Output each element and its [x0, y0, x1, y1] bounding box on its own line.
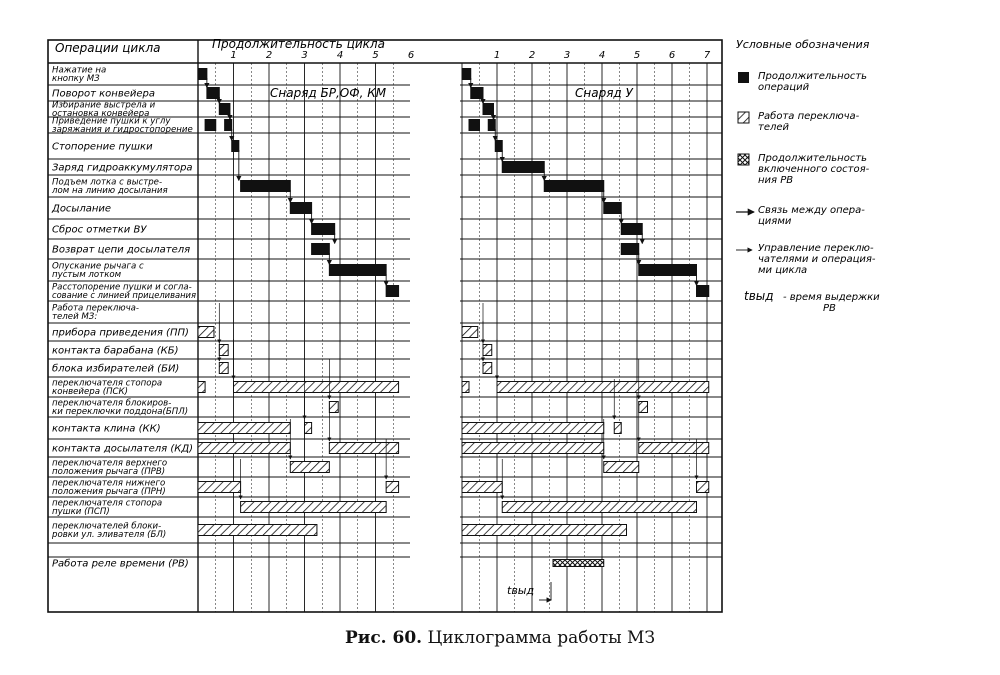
tick-label-left: 3	[301, 50, 308, 61]
header-operations: Операции цикла	[55, 41, 161, 55]
bar-right-row13	[462, 327, 478, 338]
bar-left-row16	[198, 382, 205, 393]
operation-label: контакта клина (КК)	[52, 423, 161, 435]
tick-label-right: 2	[528, 50, 536, 61]
bar-right-row5	[502, 162, 544, 173]
caption-text: Циклограмма работы МЗ	[427, 628, 656, 648]
legend-tvyd-symbol: tвыд	[744, 289, 774, 303]
bar-left-row0	[198, 69, 207, 80]
caption-prefix: Рис. 60.	[344, 628, 423, 648]
operation-label: Опускание рычага с	[52, 261, 144, 272]
legend-item-label: чателями и операция-	[758, 254, 876, 265]
bar-left-row16	[234, 382, 399, 393]
bar-left-row4	[232, 141, 239, 152]
bar-right-row2	[483, 104, 494, 115]
tvyd-label: tвыд	[507, 584, 535, 597]
bar-left-row21	[198, 482, 241, 493]
bar-left-row3	[205, 120, 216, 131]
operation-label: Работа реле времени (РВ)	[52, 558, 189, 570]
bar-left-row18	[305, 423, 312, 434]
shell-label-left: Снаряд БР,ОФ, КМ	[270, 86, 387, 100]
bar-left-row15	[219, 363, 228, 374]
legend-item-label: Управление переклю-	[758, 243, 874, 254]
bar-left-row22	[241, 502, 387, 513]
tick-label-left: 1	[230, 50, 237, 61]
operation-label: Подъем лотка с выстре-	[52, 177, 163, 188]
bar-left-row19	[329, 443, 398, 454]
bar-right-row17	[639, 402, 648, 413]
bar-right-row23	[462, 525, 627, 536]
operation-label: Приведение пушки к углу	[52, 116, 171, 127]
legend-item-label: ния РВ	[758, 175, 794, 186]
legend-item-label: циями	[758, 216, 792, 227]
operation-label: пустым лотком	[52, 270, 122, 281]
bar-right-row6	[544, 181, 604, 192]
bar-right-row11	[697, 286, 709, 297]
bar-left-row11	[386, 286, 398, 297]
bar-right-row4	[495, 141, 502, 152]
operation-labels	[51, 66, 196, 570]
tick-label-right: 6	[668, 50, 676, 61]
bar-right-row21	[697, 482, 709, 493]
bar-left-row14	[219, 345, 228, 356]
bar-right-row16	[462, 382, 469, 393]
tick-label-right: 4	[598, 50, 606, 61]
legend-item-label: ми цикла	[758, 265, 808, 276]
bar-right-row0	[462, 69, 471, 80]
operation-label: переключателей блоки-	[52, 521, 162, 532]
tick-label-right: 5	[633, 50, 641, 61]
tick-label-left: 5	[372, 50, 379, 61]
bar-left-row18	[198, 423, 290, 434]
legend-item-label: операций	[758, 82, 810, 93]
bar-right-row21	[462, 482, 502, 493]
figure-caption	[0, 628, 1000, 648]
operation-label: Стопорение пушки	[52, 141, 153, 153]
tick-label-right: 7	[703, 50, 711, 61]
operation-label: Заряд гидроаккумулятора	[52, 162, 193, 174]
operation-label: Досылание	[52, 203, 112, 215]
bar-right-row3	[469, 120, 480, 131]
bar-right-row19	[639, 443, 709, 454]
bar-right-row19	[462, 443, 604, 454]
legend-item-label: Продолжительность	[758, 71, 868, 82]
legend-tvyd-text: РВ	[823, 303, 836, 314]
legend-item-label: включенного состоя-	[758, 164, 870, 175]
tick-label-left: 6	[407, 50, 415, 61]
legend-symbol-solid	[738, 72, 749, 83]
bar-right-row1	[471, 88, 483, 99]
legend-symbol-hatch	[738, 112, 749, 123]
operation-label: блока избирателей (БИ)	[52, 363, 180, 375]
operation-label: переключателя нижнего	[52, 478, 166, 489]
operation-label: сование с линией прицеливания	[52, 291, 196, 302]
operation-label: прибора приведения (ПП)	[52, 327, 189, 339]
operation-label: Сброс отметки ВУ	[52, 224, 147, 236]
bar-right-row16	[497, 382, 709, 393]
operation-label: положения рычага (ПРВ)	[52, 467, 166, 478]
operation-label: телей МЗ:	[52, 312, 98, 323]
operation-label: Возврат цепи досылателя	[52, 244, 191, 256]
legend-tvyd-text: - время выдержки	[783, 292, 880, 303]
shell-label-right: Снаряд У	[575, 86, 633, 100]
bar-left-row1	[207, 88, 219, 99]
bar-right-row7	[604, 203, 622, 214]
operation-label: ровки ул. эливателя (БЛ)	[52, 530, 167, 541]
tick-label-right: 1	[493, 50, 501, 61]
bar-right-row3	[488, 120, 495, 131]
bar-left-row20	[290, 462, 329, 473]
bar-right-row20	[604, 462, 639, 473]
bar-left-row21	[386, 482, 398, 493]
operation-label: Поворот конвейера	[52, 88, 155, 100]
operation-label: контакта досылателя (КД)	[52, 443, 194, 455]
operation-label: пушки (ПСП)	[52, 507, 110, 518]
operation-label: контакта барабана (КБ)	[52, 345, 179, 357]
tick-label-left: 2	[265, 50, 273, 61]
legend-symbol-cross	[738, 154, 749, 165]
bar-left-row19	[198, 443, 290, 454]
bar-left-row9	[312, 244, 330, 255]
legend-item-label: Продолжительность	[758, 153, 868, 164]
bar-right-row9	[621, 244, 639, 255]
bar-left-row7	[290, 203, 311, 214]
tick-label-right: 3	[563, 50, 571, 61]
header-duration: Продолжительность цикла	[212, 37, 385, 51]
legend-item-label: Работа переключа-	[758, 111, 860, 122]
operation-label: лом на линию досылания	[52, 186, 168, 197]
legend-item-label: Связь между опера-	[758, 205, 865, 216]
bar-left-row10	[329, 265, 386, 276]
operation-label: заряжания и гидростопорение	[52, 125, 193, 136]
operation-label: ки переключки поддона(БПЛ)	[52, 407, 189, 418]
tick-label-left: 4	[336, 50, 344, 61]
operation-label: переключателя верхнего	[52, 458, 168, 469]
bar-left-row3	[225, 120, 232, 131]
bar-left-row8	[312, 224, 335, 235]
bar-left-row6	[241, 181, 291, 192]
operation-label: Работа переключа-	[52, 303, 140, 314]
bar-right-row8	[621, 224, 642, 235]
bar-left-row17	[329, 402, 338, 413]
operation-label: конвейера (ПСК)	[52, 387, 129, 398]
connection-arrows	[207, 78, 697, 600]
operation-label: переключателя стопора	[52, 498, 163, 509]
operation-label: Расстопорение пушки и согла-	[52, 282, 192, 293]
bar-right-row18	[614, 423, 621, 434]
bar-right-row25	[553, 560, 604, 567]
bar-right-row10	[639, 265, 697, 276]
legend-title: Условные обозначения	[736, 38, 870, 51]
bar-left-row13	[198, 327, 214, 338]
operation-label: положения рычага (ПРН)	[52, 487, 166, 498]
operation-label: Избирание выстрела и	[52, 100, 156, 111]
bar-left-row2	[219, 104, 230, 115]
operation-label: переключателя стопора	[52, 378, 163, 389]
operation-label: переключателя блокиров-	[52, 398, 172, 409]
operation-label: Нажатие на	[52, 65, 107, 76]
bar-right-row18	[462, 423, 604, 434]
legend	[736, 38, 880, 314]
bar-right-row15	[483, 363, 492, 374]
bar-right-row14	[483, 345, 492, 356]
operation-label: кнопку МЗ	[52, 74, 100, 85]
timing-bars	[198, 69, 709, 567]
operation-label: остановка конвейера	[52, 109, 150, 120]
bar-left-row23	[198, 525, 317, 536]
bar-right-row22	[502, 502, 696, 513]
legend-item-label: телей	[758, 122, 790, 133]
